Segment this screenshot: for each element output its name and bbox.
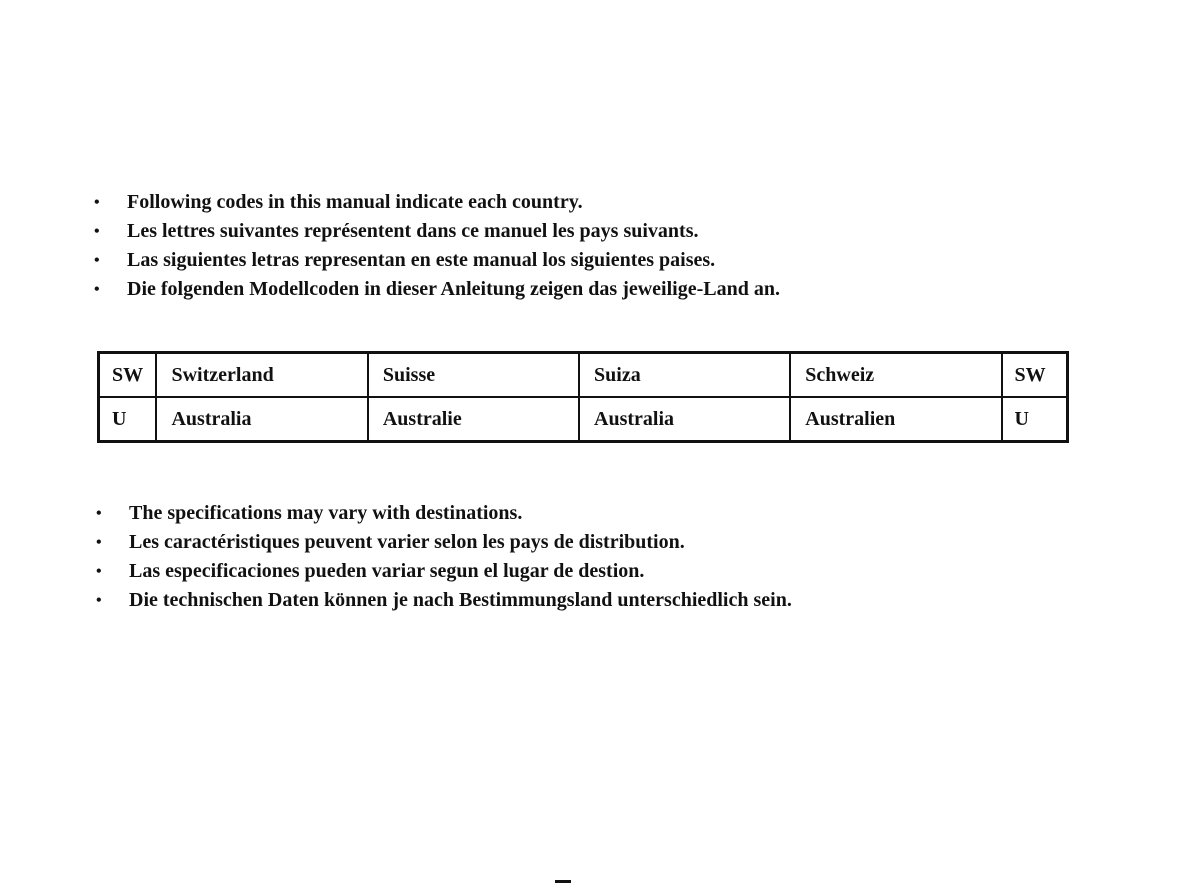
country-name-french: Australie bbox=[368, 397, 579, 442]
country-name-english: Switzerland bbox=[156, 353, 367, 398]
spec-line-spanish: • Las especificaciones pueden variar segun el lugar de destion. bbox=[92, 557, 792, 586]
country-code-right: SW bbox=[1002, 353, 1068, 398]
intro-line-english: • Following codes in this manual indicate each country. bbox=[90, 188, 780, 217]
country-name-spanish: Suiza bbox=[579, 353, 790, 398]
bullet-icon: • bbox=[96, 592, 102, 609]
country-code-left: U bbox=[99, 397, 157, 442]
spec-line-french: • Les caractéristiques peuvent varier selon les pays de distribution. bbox=[92, 528, 792, 557]
table-row bbox=[99, 353, 1068, 398]
bullet-icon: • bbox=[94, 252, 100, 269]
country-name-english: Australia bbox=[156, 397, 367, 442]
page-number-mark bbox=[555, 880, 571, 883]
country-code-intro-list bbox=[90, 188, 780, 304]
bullet-icon: • bbox=[94, 194, 100, 211]
bullet-icon: • bbox=[96, 563, 102, 580]
country-name-french: Suisse bbox=[368, 353, 579, 398]
country-code-left: SW bbox=[99, 353, 157, 398]
country-name-german: Schweiz bbox=[790, 353, 1001, 398]
bullet-icon: • bbox=[96, 534, 102, 551]
country-name-spanish: Australia bbox=[579, 397, 790, 442]
intro-line-french: • Les lettres suivantes représentent dans ce manuel les pays suivants. bbox=[90, 217, 780, 246]
country-code-table bbox=[97, 351, 1069, 443]
bullet-icon: • bbox=[96, 505, 102, 522]
specification-notice-list bbox=[92, 499, 792, 615]
table-row bbox=[99, 397, 1068, 442]
country-code-right: U bbox=[1002, 397, 1068, 442]
spec-line-english: • The specifications may vary with destinations. bbox=[92, 499, 792, 528]
intro-line-spanish: • Las siguientes letras representan en este manual los siguientes paises. bbox=[90, 246, 780, 275]
bullet-icon: • bbox=[94, 223, 100, 240]
spec-line-german: • Die technischen Daten können je nach Bestimmungsland unterschiedlich sein. bbox=[92, 586, 792, 615]
intro-line-german: • Die folgenden Modellcoden in dieser Anleitung zeigen das jeweilige-Land an. bbox=[90, 275, 780, 304]
country-name-german: Australien bbox=[790, 397, 1001, 442]
bullet-icon: • bbox=[94, 281, 100, 298]
